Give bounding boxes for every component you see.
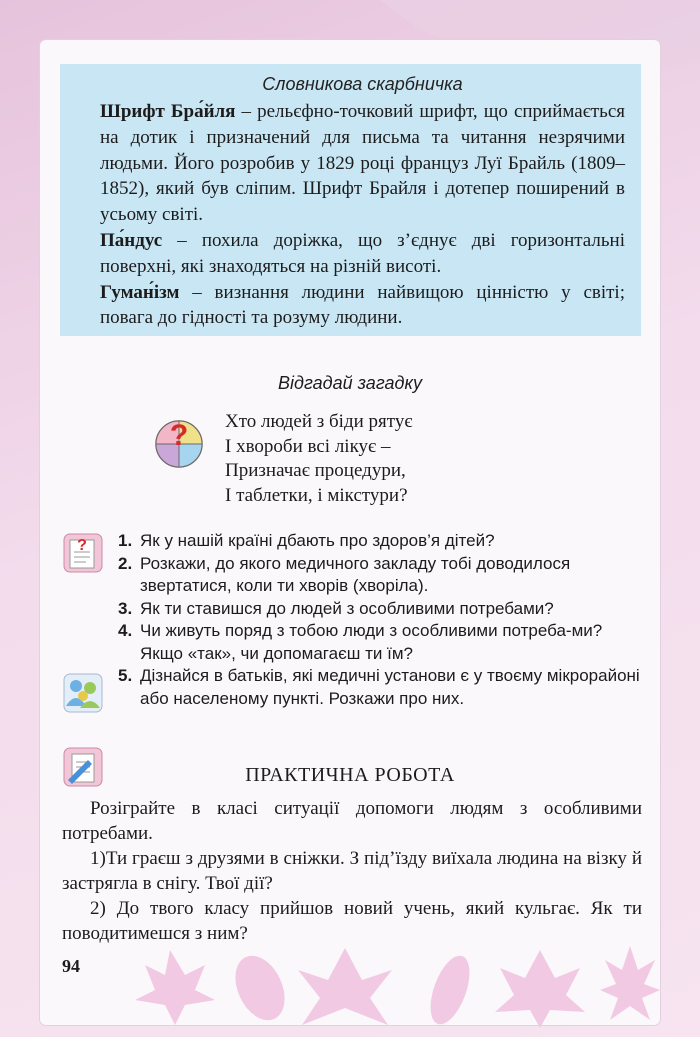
question-number: 2. bbox=[118, 553, 133, 573]
svg-text:?: ? bbox=[169, 419, 189, 452]
questions-icon bbox=[62, 532, 104, 574]
riddle-line: Призначає процедури, bbox=[225, 460, 406, 481]
question-text: Розкажи, до якого медичного закладу тобі доводилося звертатися, коли ти хворів (хворіла). bbox=[140, 553, 571, 595]
glossary-term: Па́ндус bbox=[100, 229, 163, 251]
riddle-text bbox=[225, 410, 413, 508]
questions-list bbox=[118, 530, 648, 710]
practical-paragraph: 2) До твого класу прийшов новий учень, який кульгає. Як ти поводитимешся з ним? bbox=[62, 898, 642, 944]
glossary-definition: – рельєфно-точковий шрифт, що сприймається на дотик і призначений для письма та читання незрячими людьми. Його розробив у 1829 році француз Луї Брайль (1809–1852), який був сліпим. Шрифт Брайля і дотепер поширений в усьому світі. bbox=[100, 101, 625, 226]
glossary-term: Шрифт Бра́йля bbox=[100, 101, 236, 122]
glossary-entry bbox=[100, 280, 625, 332]
glossary-term: Гуман́ізм bbox=[100, 281, 180, 303]
question-item bbox=[118, 665, 648, 710]
question-number: 1. bbox=[118, 531, 133, 550]
question-item bbox=[118, 553, 648, 598]
group-work-icon bbox=[62, 672, 104, 714]
glossary-definition: – визнання людини найвищою цінністю у світі; повага до гідності та розуму людини. bbox=[100, 281, 625, 329]
riddle-puzzle-icon bbox=[152, 415, 206, 469]
practical-body bbox=[62, 796, 642, 946]
question-text: Як у нашій країні дбають про здоров’я дітей? bbox=[140, 531, 495, 550]
svg-text:?: ? bbox=[77, 537, 87, 554]
question-item bbox=[118, 620, 648, 665]
glossary-box bbox=[60, 64, 641, 336]
riddle-line: І таблетки, і мікстури? bbox=[225, 484, 408, 506]
glossary-definition: – похила доріжка, що з’єднує дві горизонтальні поверхні, які знаходяться на різній висоті. bbox=[100, 229, 625, 277]
practical-title: ПРАКТИЧНА РОБОТА bbox=[245, 764, 455, 786]
question-text: Чи живуть поряд з тобою люди з особливими потреба-ми? Якщо «так», чи допомагаєш ти їм? bbox=[140, 621, 603, 663]
glossary-entry bbox=[100, 228, 625, 280]
question-number: 5. bbox=[118, 666, 133, 685]
question-text: Дізнайся в батьків, які медичні установи є у твоєму мікрорайоні або населеному пункті. Розкажи про них. bbox=[140, 666, 640, 708]
question-item bbox=[118, 598, 648, 621]
question-number: 3. bbox=[118, 598, 133, 618]
riddle-line: І хвороби всі лікує – bbox=[225, 435, 391, 457]
page-number: 94 bbox=[62, 956, 80, 976]
question-number: 4. bbox=[118, 621, 133, 640]
glossary-title: Словникова скарбничка bbox=[262, 74, 463, 94]
practical-paragraph: Розіграйте в класі ситуації допомоги людям з особливими потребами. bbox=[62, 798, 642, 844]
question-text: Як ти ставишся до людей з особливими потребами? bbox=[140, 598, 554, 618]
riddle-line: Хто людей з біди рятує bbox=[225, 411, 413, 432]
practical-paragraph: 1)Ти граєш з друзями в сніжки. З під’їзду виїхала людина на візку й застрягла в снігу. Твої дії? bbox=[62, 848, 642, 894]
leaf-decoration bbox=[130, 940, 660, 1030]
riddle-title: Відгадай загадку bbox=[278, 373, 422, 393]
question-item bbox=[118, 530, 648, 553]
glossary-entry bbox=[100, 99, 625, 228]
